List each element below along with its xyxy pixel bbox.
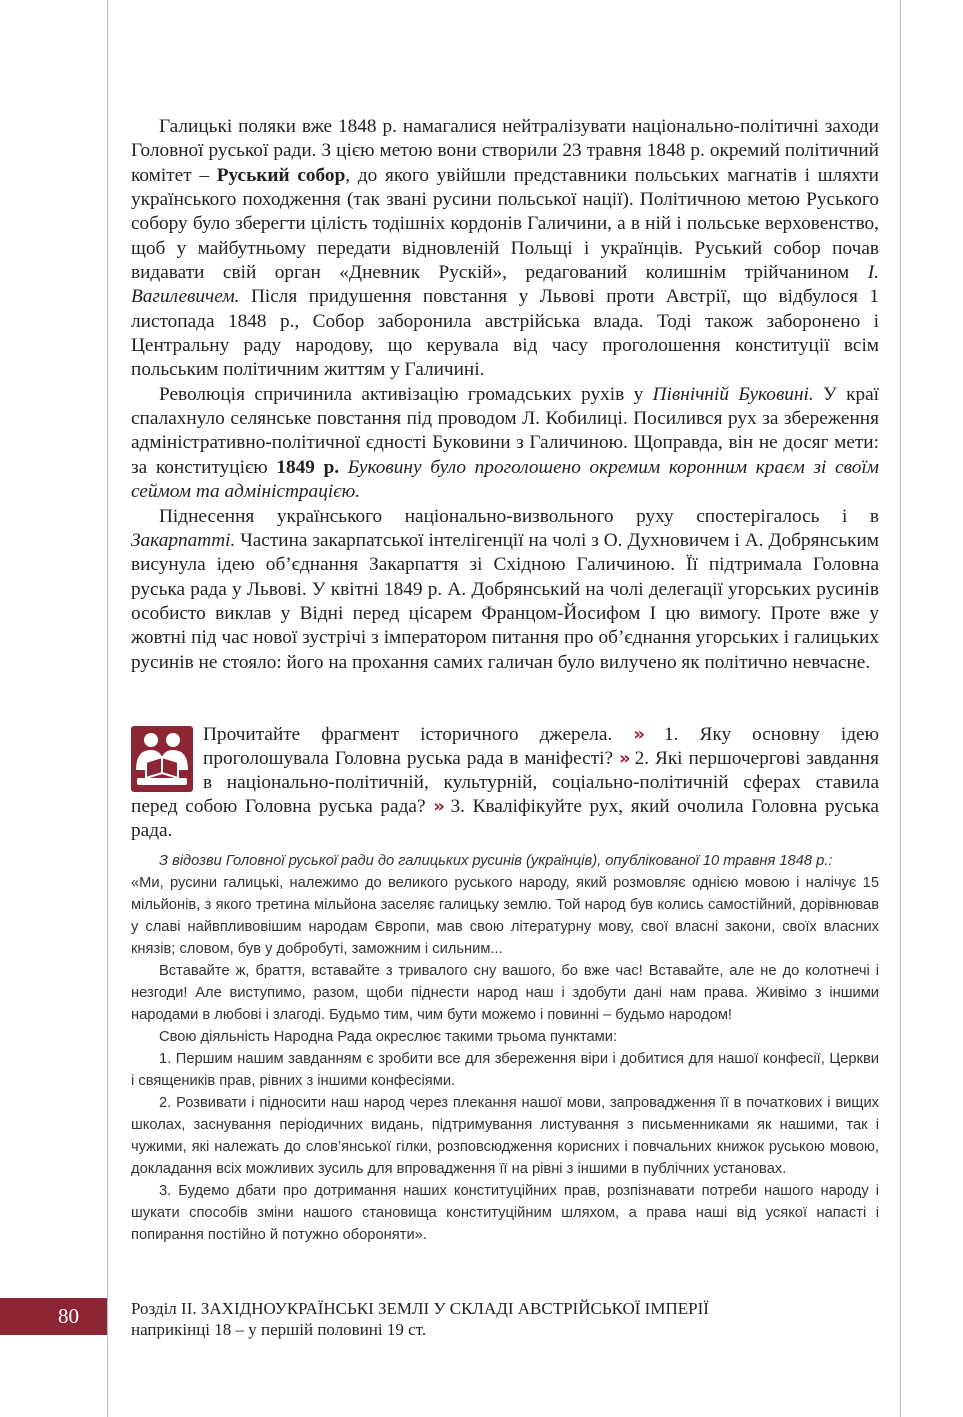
source-paragraph-1: «Ми, русини галицькі, належимо до великого руського народу, який розмовляє однією мовою і налічує 15 мільйонів, з якого третина мільйона заселяє галицьку землю. Той народ був колись самостійний, дорівнював у славі найвпливовішим народам Європи, мав свою літературну мову, свої власні закони, своїх власних князів; словом, був у добробуті, заможним і сильним... [131, 875, 879, 957]
task-block [131, 723, 879, 843]
arrow-icon: » [619, 748, 629, 769]
p3-italic-place: Закарпатті. [131, 529, 236, 551]
task-question-1: 1. Яку основну ідею проголошувала Головна руська рада в маніфесті? [203, 724, 879, 769]
paragraph-2 [131, 383, 879, 505]
p1-text-c: , до якого увійшли представники польських магнатів і шляхти українського походження (так звані русини польської нації). Політичною метою Руського собору було зберегти цілість тодішніх кордонів Галичини, а в ній і польське верховенство, щоб у майбутньому передати відновленій Польщі і українців. Руський собор почав видавати свій орган «Дневник Рускій», редагований колишнім трійчанином [131, 164, 879, 284]
p3-text-a: Піднесення українського національно-визвольного руху спостерігалось і в [159, 505, 879, 527]
p2-text-c: У краї спалахнуло селянське повстання під проводом Л. Кобилиці. Посилився рух за збереження адміністративно-політичної єдності Буковини з Галичиною. Щоправда, він не досяг мети: за конституцією [131, 383, 879, 478]
p2-bold-year: 1849 р. [276, 456, 340, 478]
footer-section-subtitle: наприкінці 18 – у першій половині 19 ст. [131, 1320, 427, 1339]
task-question-3: 3. Кваліфікуйте рух, який очолила Головна руська рада. [131, 796, 879, 841]
running-footer [131, 1298, 891, 1340]
right-margin-line [900, 0, 901, 1417]
p2-italic-place: Північній Буковині. [652, 383, 814, 405]
arrow-icon: » [433, 796, 443, 817]
source-paragraph-4: 1. Першим нашим завданням є зробити все для збереження віри і добитися для нашої конфесії, Церкви і священиків прав, рівних з іншими конфесіями. [131, 1051, 879, 1089]
paragraph-1 [131, 115, 879, 383]
p1-text-a: Галицькі поляки вже 1848 р. намагалися нейтралізувати національно-політичні заходи Головної руської ради. З цією метою вони створили 23 травня 1848 р. окремий політичний комітет – [131, 116, 879, 186]
source-paragraph-2: Вставайте ж, браття, вставайте з тривалого сну вашого, бо вже час! Вставайте, але не до колотнечі і незгоди! Але виступимо, разом, щоби піднести народ наш і здобути дані нам права. Живімо з іншими народами в любові і злагоді. Будьмо тим, чим бути можемо і повинні – будьмо народом! [131, 963, 879, 1023]
left-margin-line [107, 0, 108, 1417]
p1-bold-term: Руський собор [216, 164, 346, 186]
task-question-2: 2. Які першочергові завдання в національно-політичній, культурній, соціально-політичній сферах ставила перед собою Головна руська рада? [131, 748, 879, 817]
source-paragraph-6: 3. Будемо дбати про дотримання наших конституційних прав, розпізнавати потреби нашого народу і шукати способів зміни нашого становища конституційним шляхом, а права наші від усякої напасті і попирання постійно й потужно обороняти». [131, 1183, 879, 1243]
source-paragraph-5: 2. Розвивати і підносити наш народ через плекання нашої мови, запровадження її в початкових і вищих школах, заснування періодичних видань, підтримування листування з письменниками як нашими, так і чужими, які належать до слов’янської гілки, розповсюдження корисних і повчальних книжок руською мовою, докладання всіх можливих зусиль для впровадження її на рівні з іншими в публічних установах. [131, 1095, 879, 1177]
arrow-icon: » [633, 724, 643, 745]
p2-text-a: Революція спричинила активізацію громадських рухів у [159, 383, 653, 405]
p1-text-e: Після придушення повстання у Львові проти Австрії, що відбулося 1 листопада 1848 р., Собор заборонила австрійська влада. Тоді також заборонено і Центральну раду народову, що керувала від часу проголошення конституції всім польським політичним життям у Галичині. [131, 286, 879, 381]
footer-section-title: Розділ II. ЗАХІДНОУКРАЇНСЬКІ ЗЕМЛІ У СКЛАДІ АВСТРІЙСЬКОЇ ІМПЕРІЇ [131, 1299, 709, 1318]
task-intro: Прочитайте фрагмент історичного джерела. [203, 724, 613, 745]
p2-italic-statement: Буковину було проголошено окремим коронним краєм зі своїм сеймом та адміністрацією. [131, 456, 879, 503]
source-paragraph-3: Свою діяльність Народна Рада окреслює такими трьома пунктами: [159, 1029, 618, 1045]
source-title: З відозви Головної руської ради до галицьких русинів (українців), опублікованої 10 травня 1848 р.: [159, 853, 833, 869]
p1-italic-name: І. Вагилевичем. [131, 262, 879, 308]
paragraph-3 [131, 505, 879, 675]
page-number: 80 [0, 1298, 107, 1335]
p2-space [339, 457, 348, 478]
main-text [131, 115, 879, 675]
p3-text-c: Частина закарпатської інтелігенції на чолі з О. Духновичем і А. Добрянським висунула ідею об’єднання Закарпаття зі Східною Галичиною. Її підтримала Головна руська рада у Львові. У квітні 1849 р. А. Добрянський на чолі делегації угорських русинів особисто виклав у Відні перед цісарем Францом-Йосифом I цю вимогу. Проте вже у жовтні під час нової зустрічі з імператором питання про об’єднання угорських і галицьких русинів не стояло: його на прохання самих галичан було вилучено як політично невчасне. [131, 529, 879, 673]
reading-people-icon [131, 726, 193, 792]
source-excerpt [131, 850, 879, 1246]
